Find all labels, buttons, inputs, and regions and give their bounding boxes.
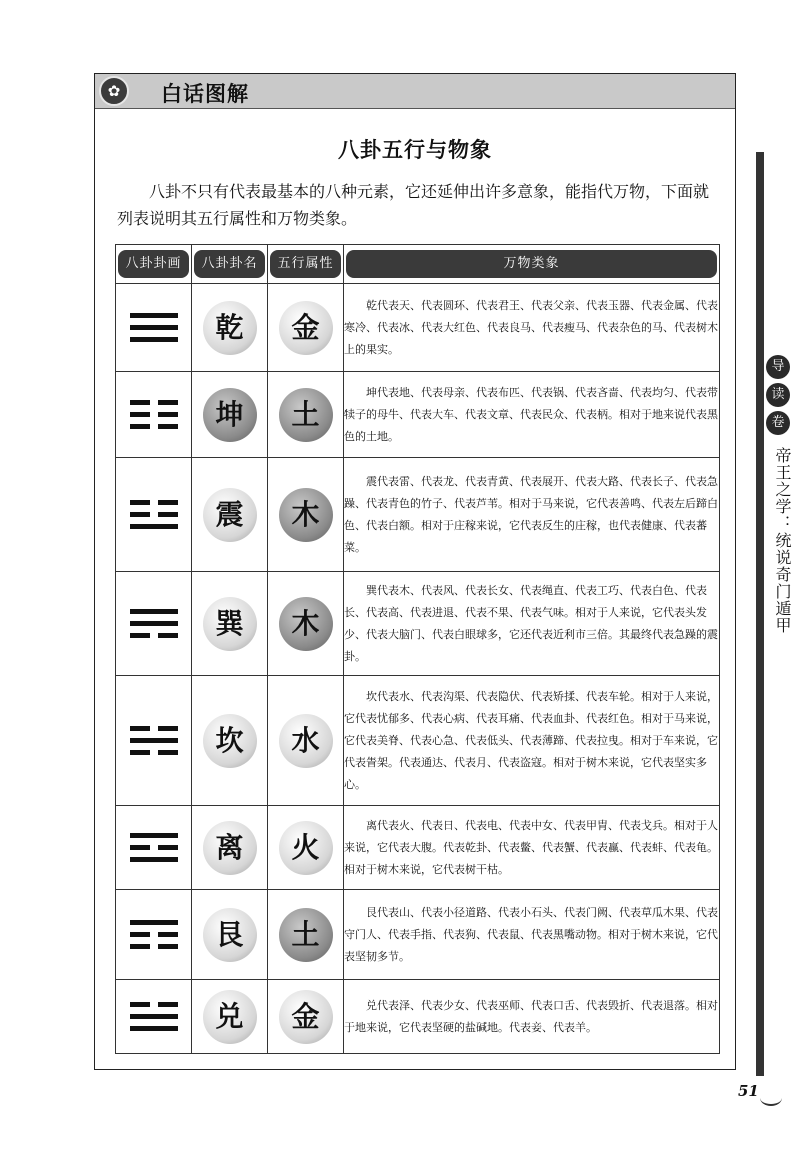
trigram-icon — [130, 306, 178, 349]
trigram-name: 震 — [203, 488, 257, 542]
element-name: 金 — [279, 990, 333, 1044]
element-name: 木 — [279, 488, 333, 542]
trigram-name: 巽 — [203, 597, 257, 651]
table-row — [116, 980, 720, 1054]
element-cell — [268, 806, 344, 890]
correspondence-text: 震代表雷、代表龙、代表青黄、代表展开、代表大路、代表长子、代表急躁、代表青色的竹子、代表芦苇。相对于马来说，它代表善鸣、代表左后蹄白色、代表白额。相对于庄稼来说，它代表反生的庄稼，也代表健康、代表蕃菜。 — [344, 474, 718, 554]
side-circle: 卷 — [766, 411, 790, 435]
element-cell — [268, 676, 344, 806]
trigram-cell — [116, 980, 192, 1054]
trigram-cell — [116, 676, 192, 806]
header-trigram-name: 八卦卦名 — [192, 245, 268, 284]
table-row — [116, 284, 720, 372]
trigram-icon — [130, 995, 178, 1038]
table-row — [116, 458, 720, 572]
trigram-name-cell — [192, 458, 268, 572]
trigram-cell — [116, 890, 192, 980]
element-name: 金 — [279, 301, 333, 355]
table-row — [116, 890, 720, 980]
side-circle: 导 — [766, 355, 790, 379]
element-cell — [268, 890, 344, 980]
correspondence-text: 离代表火、代表日、代表电、代表中女、代表甲胄、代表戈兵。相对于人来说，它代表大腹。代表乾卦、代表鳖、代表蟹、代表蠃、代表蚌、代表龟。相对于树木来说，它代表树干枯。 — [344, 818, 718, 876]
page-frame — [94, 73, 736, 1070]
correspondence-cell — [344, 372, 720, 458]
trigram-cell — [116, 458, 192, 572]
trigram-icon — [130, 393, 178, 436]
correspondence-cell — [344, 284, 720, 372]
table-header-row — [116, 245, 720, 284]
intro-paragraph: 八卦不只有代表最基本的八种元素，它还延伸出许多意象，能指代万物，下面就列表说明其五行属性和万物类象。 — [117, 182, 710, 228]
element-name: 水 — [279, 714, 333, 768]
trigram-icon — [130, 493, 178, 536]
side-circle-labels — [758, 355, 798, 439]
element-cell — [268, 284, 344, 372]
correspondence-text: 乾代表天、代表圆环、代表君王、代表父亲、代表玉器、代表金属、代表寒冷、代表冰、代表大红色、代表良马、代表瘦马、代表杂色的马、代表树木上的果实。 — [344, 298, 718, 356]
correspondence-text: 兑代表泽、代表少女、代表巫师、代表口舌、代表毁折、代表退落。相对于地来说，它代表坚硬的盐碱地。代表妾、代表羊。 — [344, 998, 718, 1034]
trigram-name-cell — [192, 980, 268, 1054]
trigram-cell — [116, 806, 192, 890]
correspondence-cell — [344, 458, 720, 572]
page-swoosh-icon — [760, 1090, 782, 1106]
table-row — [116, 372, 720, 458]
element-cell — [268, 372, 344, 458]
correspondence-cell — [344, 572, 720, 676]
trigram-name: 艮 — [203, 908, 257, 962]
element-name: 木 — [279, 597, 333, 651]
page-number: 51 — [738, 1082, 759, 1100]
trigram-name-cell — [192, 676, 268, 806]
correspondence-cell — [344, 890, 720, 980]
side-vertical-title: 帝王之学：统说奇门遁甲 — [773, 447, 792, 634]
trigram-cell — [116, 572, 192, 676]
element-name: 火 — [279, 821, 333, 875]
side-tab-bar — [756, 152, 764, 1076]
trigram-name: 离 — [203, 821, 257, 875]
trigram-name-cell — [192, 572, 268, 676]
table-row — [116, 806, 720, 890]
side-circle: 读 — [766, 383, 790, 407]
trigram-cell — [116, 284, 192, 372]
trigram-name-cell — [192, 806, 268, 890]
element-cell — [268, 980, 344, 1054]
element-cell — [268, 458, 344, 572]
header-five-element: 五行属性 — [268, 245, 344, 284]
trigram-name-cell — [192, 372, 268, 458]
emblem-icon: ✿ — [99, 76, 129, 106]
trigram-name: 坎 — [203, 714, 257, 768]
table-row — [116, 572, 720, 676]
trigram-icon — [130, 719, 178, 762]
header-correspondences: 万物类象 — [344, 245, 720, 284]
correspondence-cell — [344, 806, 720, 890]
trigram-name-cell — [192, 890, 268, 980]
page-title: 八卦五行与物象 — [338, 138, 492, 162]
section-header-title: 白话图解 — [161, 82, 249, 106]
table-row — [116, 676, 720, 806]
trigram-cell — [116, 372, 192, 458]
correspondence-text: 坤代表地、代表母亲、代表布匹、代表锅、代表吝啬、代表均匀、代表带犊子的母牛、代表大车、代表文章、代表民众、代表柄。相对于地来说代表黑色的土地。 — [344, 385, 718, 443]
correspondence-cell — [344, 676, 720, 806]
element-name: 土 — [279, 388, 333, 442]
trigram-icon — [130, 602, 178, 645]
section-header — [95, 74, 735, 109]
trigram-name: 坤 — [203, 388, 257, 442]
trigram-name: 兑 — [203, 990, 257, 1044]
correspondence-text: 艮代表山、代表小径道路、代表小石头、代表门阙、代表草瓜木果、代表守门人、代表手指、代表狗、代表鼠、代表黑嘴动物。相对于树木来说，它代表坚韧多节。 — [344, 905, 718, 963]
element-name: 土 — [279, 908, 333, 962]
trigram-icon — [130, 826, 178, 869]
trigram-icon — [130, 913, 178, 956]
trigram-name: 乾 — [203, 301, 257, 355]
trigram-name-cell — [192, 284, 268, 372]
trigram-table — [115, 244, 720, 1054]
element-cell — [268, 572, 344, 676]
correspondence-text: 巽代表木、代表风、代表长女、代表绳直、代表工巧、代表白色、代表长、代表高、代表进退、代表不果、代表气味。相对于人来说，它代表头发少、代表大脑门、代表白眼球多，它还代表近利市三倍。其最终代表急躁的震卦。 — [344, 583, 718, 663]
correspondence-cell — [344, 980, 720, 1054]
correspondence-text: 坎代表水、代表沟渠、代表隐伏、代表矫揉、代表车轮。相对于人来说，它代表忧郁多、代表心病、代表耳痛、代表血卦、代表红色。相对于马来说，它代表美脊、代表心急、代表低头、代表薄蹄、代表拉曳。相对于车来说，它代表眚架。代表通达、代表月、代表盗寇。相对于树木来说，它代表坚实多心。 — [344, 689, 718, 791]
header-trigram-drawing: 八卦卦画 — [116, 245, 192, 284]
